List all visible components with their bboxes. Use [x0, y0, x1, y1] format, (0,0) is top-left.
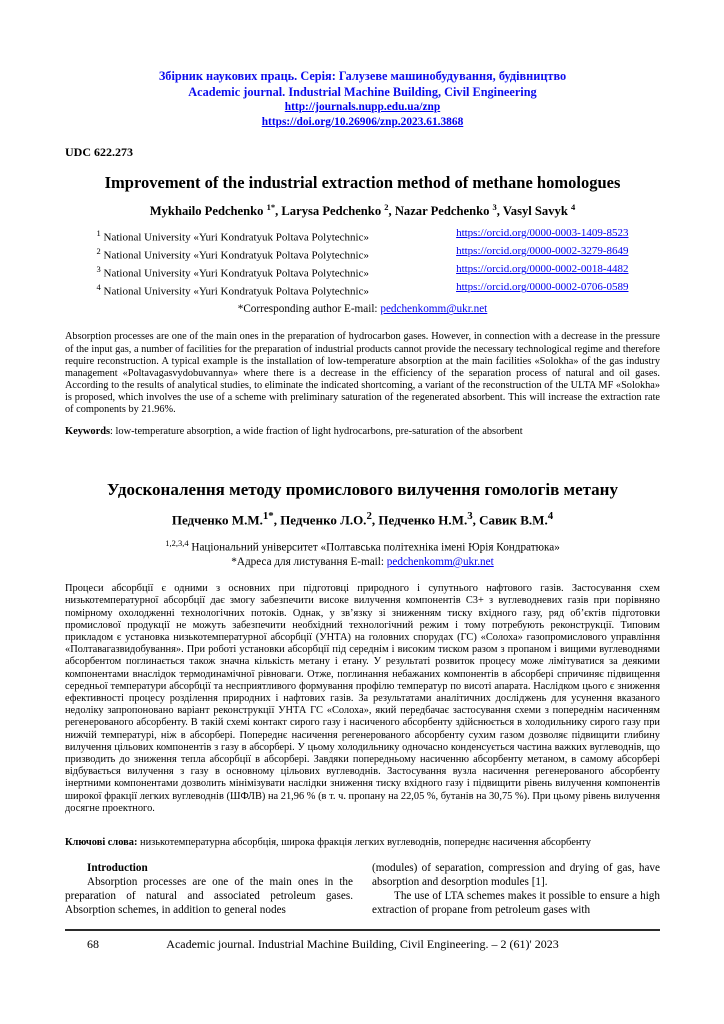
journal-header — [65, 68, 660, 130]
article-title-uk: Удосконалення методу промислового вилучення гомологів метану — [107, 480, 618, 500]
author-name: , Vasyl Savyk — [496, 204, 571, 219]
article-title-en: Improvement of the industrial extraction method of methane homologues — [104, 173, 621, 192]
keywords-text-en: : low-temperature absorption, a wide fraction of light hydrocarbons, pre-saturation of the absorbent — [110, 426, 523, 438]
journal-url-link[interactable]: http://journals.nupp.edu.ua/znp — [284, 101, 441, 113]
affiliation-text: $^3$ National University «Yuri Kondratyuk Poltava Polytechnic» — [96, 264, 369, 280]
affiliation-text: $^1$ National University «Yuri Kondratyuk Poltava Polytechnic» — [96, 228, 369, 244]
journal-title-en: Academic journal. Industrial Machine Building, Civil Engineering — [188, 85, 537, 99]
keywords-text-uk: низькотемпературна абсорбція, широка фракція легких вуглеводнів, попереднє насичення абсорбенту — [137, 837, 591, 849]
corresponding-author-line-uk: *Адреса для листування E-mail: pedchenkomm@ukr.net — [231, 555, 494, 568]
affiliation-uk: $^{1,2,3,4}$ Національний університет «Полтавська політехніка імені Юрія Кондратюка» — [165, 538, 560, 555]
author-name: , Педченко Л.О. — [273, 512, 367, 528]
authors-line-uk — [65, 508, 660, 528]
footer-journal-text: Academic journal. Industrial Machine Building, Civil Engineering. – 2 (61)' 2023 — [166, 937, 559, 952]
keywords-line-en — [65, 425, 660, 438]
author-sup: 1* — [262, 510, 274, 523]
orcid-link[interactable]: https://orcid.org/0000-0002-3279-8649 — [456, 245, 629, 258]
body-paragraph: Absorption processes are one of the main ones in the preparation of natural and associated petroleum gases. Absorption schemes, in addition to general nodes — [65, 876, 353, 917]
author-name: , Larysa Pedchenko — [275, 204, 385, 219]
journal-series-title-uk: Збірник наукових праць. Серія: Галузеве машинобудування, будівництво — [158, 69, 567, 83]
author-name: Mykhailo Pedchenko — [149, 204, 267, 219]
udc-code: UDC 622.273 — [65, 145, 133, 159]
corresponding-email-link[interactable]: pedchenkomm@ukr.net — [380, 303, 488, 316]
doi-link[interactable]: https://doi.org/10.26906/znp.2023.61.3868 — [261, 116, 464, 128]
author-sup: 2 — [384, 202, 389, 212]
author-sup: 1* — [266, 202, 276, 212]
page-number: 68 — [87, 937, 99, 952]
affiliation-row — [97, 263, 629, 281]
corresponding-email-link[interactable]: pedchenkomm@ukr.net — [386, 555, 494, 568]
left-column — [65, 861, 353, 917]
keywords-line-uk — [65, 836, 660, 849]
author-sup: 2 — [366, 510, 372, 523]
orcid-link[interactable]: https://orcid.org/0000-0002-0706-0589 — [456, 281, 629, 294]
abstract-en: Absorption processes are one of the main ones in the preparation of hydrocarbon gases. However, in connection with a decrease in the pressure of the input gas, a number of facilities for the preparation of industrial products cannot provide the necessary technological regime and therefore require reconstruction. A typical example is the installation of low-temperature absorption at the main facilities «Solokha» of the gas industry management «Poltavagasvydobuvannya» where there is a decrease in the efficiency of the separation process of natural and oil gases. According to the results of analytical studies, to eliminate the indicated shortcoming, a variant of the reconstruction of the ULTA MF «Solokha» is proposed, which involves the use of a scheme with preliminary saturation of the regenerated absorbent. This will increase the extraction rate of components by 21.96%. — [65, 331, 660, 415]
author-name: , Савик В.М. — [472, 512, 548, 528]
section-heading-introduction: Introduction — [87, 862, 148, 875]
authors-line-en — [65, 199, 660, 219]
orcid-link[interactable]: https://orcid.org/0000-0003-1409-8523 — [456, 227, 629, 240]
author-name: , Nazar Pedchenko — [388, 204, 493, 219]
orcid-link[interactable]: https://orcid.org/0000-0002-0018-4482 — [456, 263, 629, 276]
author-sup: 4 — [547, 510, 554, 523]
keywords-label-uk: Ключові слова: — [65, 837, 138, 849]
corresponding-author-line-en: *Corresponding author E-mail: pedchenkomm@ukr.net — [237, 303, 488, 316]
abstract-uk: Процеси абсорбції є одними з основних при підготовці природного і супутнього нафтового газів. Застосування схем низькотемпературної абсорбції дає змогу забезпечити високе вилучення компонентів С3+ з вуглеводневих газів при порівняно помірному охолодженні технологічних потоків. Однак, у зв’язку зі зниженням тиску вхідного газу, ряд об’єктів підготовки промислової продукції не можуть забезпечити необхідний технологічний режим і тому потребують реконструкції. Типовим прикладом є установка низькотемпературної абсорбції (УНТА) на головних спорудах (ГС) «Солоха» газопромислового управління «Полтавагазвидобування». При роботі установки абсорбції під середнім і високим тиском разом з пропаном і вищими вуглеводнями абсорбентом поглинається також значна кількість метану і етану. У результаті розвиток процесу може лімітуватися за деякими компонентами внаслідок термодинамічної рівноваги. Отже, поглинання небажаних компонентів в абсорбері спричиняє підвищення середньої температури абсорбції та несприятливого формування профілю температур по висоті апарата. Наслідком цього є зниження ефективності процесу розділення природних і нафтових газів. За результатами аналітичних досліджень для усунення вказаного недоліку запропоновано варіант реконструкції УНТА ГС «Солоха», який передбачає застосування схеми з попереднім насиченням регенерованого абсорбенту. В такій схемі контакт сирого газу і насиченого абсорбенту здійснюється в холодильнику сирого газу при нижчій температурі, ніж в абсорбері. Попереднє насичення регенерованого абсорбенту сухим газом дозволяє підвищити глибину вилучення цільових компонентів з газу в абсорбері. У цьому холодильнику одночасно конденсується частина важких вуглеводнів, що призводить до зниження тепла абсорбції в абсорбері. Завдяки попередньому насиченню абсорбенту метаном, в самому абсорбері відбувається вилучення з газу в основному цільових вуглеводнів. Застосування вузла насичення регенерованого абсорбенту інертними компонентами дозволить мінімізувати наслідки зниження тиску вхідного газу і підвищити рівень вилучення компонентів широкої фракції легких вуглеводнів (ШФЛВ) на 21,96 % (в т. ч. пропану на 22,05 %, бутанів на 30,75 %). При цьому рівень вилучення досягне проектного. — [65, 583, 660, 814]
keywords-label-en: Keywords — [65, 426, 111, 438]
affiliation-row — [97, 227, 629, 245]
author-sup: 3 — [492, 202, 497, 212]
page-footer — [65, 929, 660, 952]
affiliations-en — [97, 227, 629, 299]
author-sup: 3 — [467, 510, 473, 523]
author-sup: 4 — [570, 202, 576, 212]
affiliation-row — [97, 281, 629, 299]
right-column — [372, 861, 660, 917]
affiliation-text: $^2$ National University «Yuri Kondratyuk Poltava Polytechnic» — [96, 246, 369, 262]
author-name: , Педченко Н.М. — [371, 512, 468, 528]
body-paragraph: The use of LTA schemes makes it possible to ensure a high extraction of propane from petroleum gases with — [372, 890, 660, 917]
author-name: Педченко М.М. — [171, 512, 263, 528]
affiliation-row — [97, 245, 629, 263]
affiliation-text: $^4$ National University «Yuri Kondratyuk Poltava Polytechnic» — [96, 282, 369, 299]
body-paragraph: (modules) of separation, compression and drying of gas, have absorption and desorption modules [1]. — [372, 862, 660, 889]
article-body-columns — [65, 861, 660, 917]
